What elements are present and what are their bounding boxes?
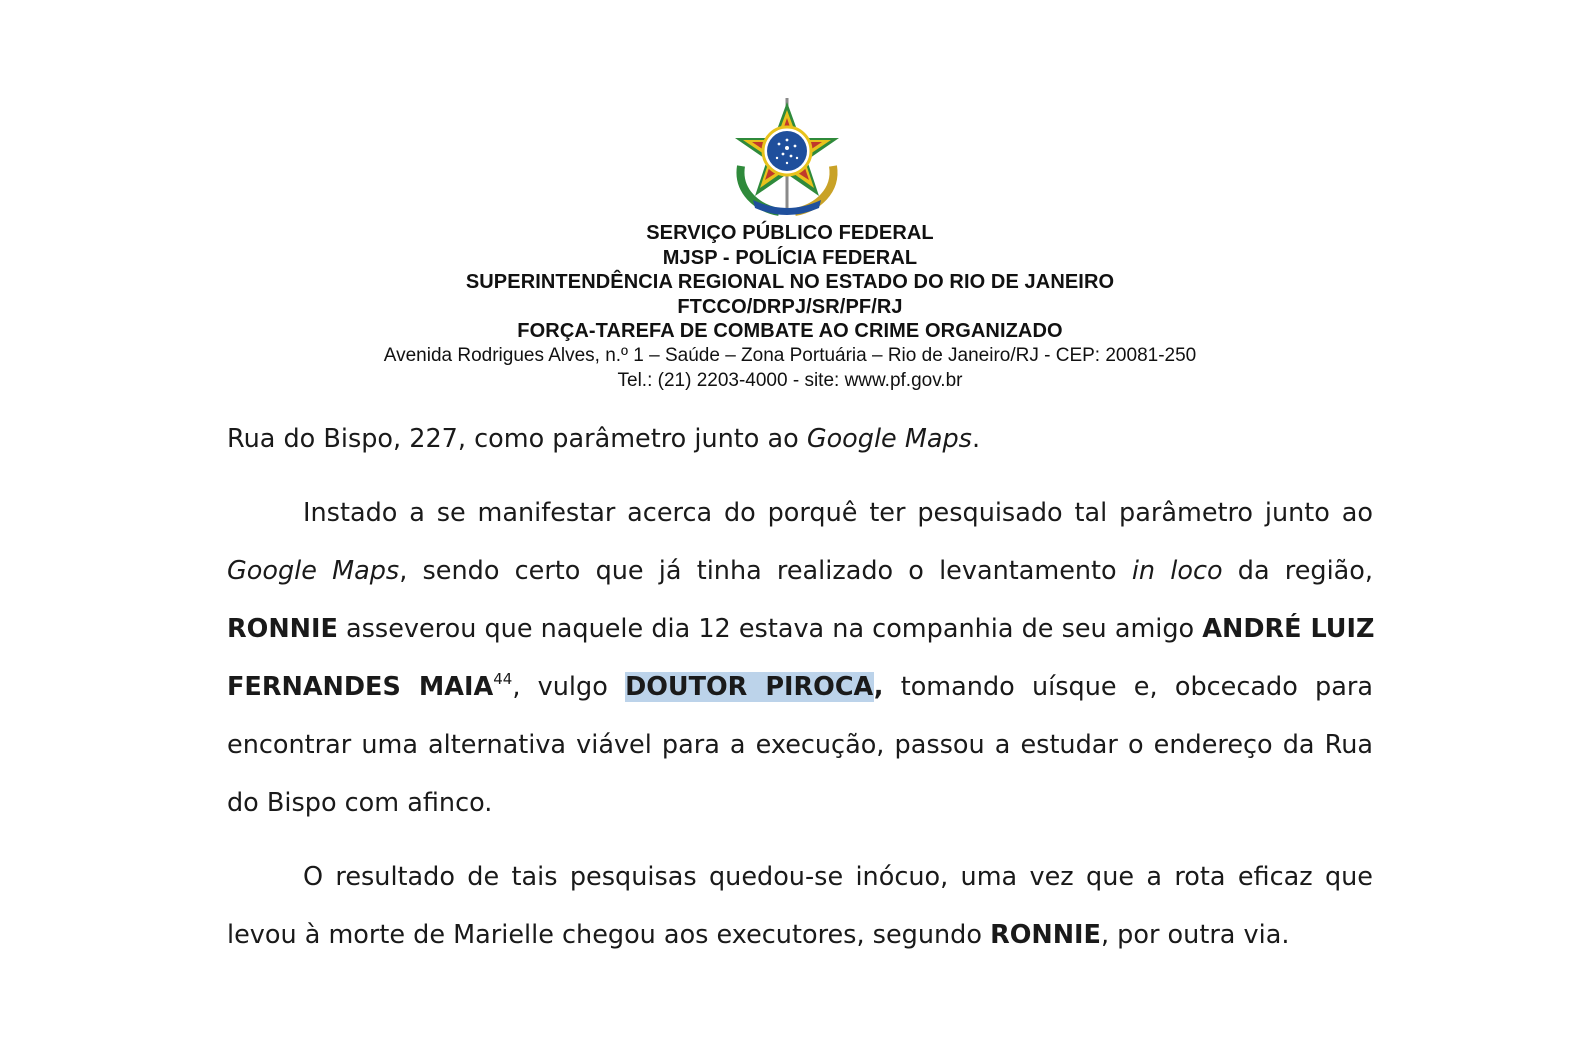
paragraph-line — [227, 788, 1373, 818]
text-run: Instado a se manifestar acerca do porquê ter pesquisado tal parâmetro junto ao — [303, 498, 1373, 528]
text-run: da região, — [1222, 556, 1373, 586]
text-run: encontrar uma alternativa viável para a execução, passou a estudar o endereço da Rua — [227, 730, 1373, 760]
footnote-reference: 44 — [493, 670, 513, 688]
name-fernandes-maia: FERNANDES MAIA — [227, 672, 494, 702]
text-run-italic: Google Maps — [227, 556, 400, 586]
letterhead-unit-code: FTCCO/DRPJ/SR/PF/RJ — [677, 295, 903, 318]
letterhead-superintendency: SUPERINTENDÊNCIA REGIONAL NO ESTADO DO RIO DE JANEIRO — [465, 271, 1115, 294]
text-run: , — [873, 672, 884, 702]
letterhead-task-force: FORÇA-TAREFA DE COMBATE AO CRIME ORGANIZADO — [517, 320, 1063, 343]
letterhead-address: Avenida Rodrigues Alves, n.º 1 – Saúde – Zona Portuária – Rio de Janeiro/RJ - CEP: 20081-250 — [383, 344, 1197, 366]
letterhead-ministry: MJSP - POLÍCIA FEDERAL — [662, 246, 918, 269]
coat-of-arms-emblem — [727, 96, 847, 220]
letterhead-service: SERVIÇO PÚBLICO FEDERAL — [646, 222, 934, 244]
letterhead-contact: Tel.: (21) 2203-4000 - site: www.pf.gov.br — [617, 369, 963, 391]
text-run: , vulgo — [512, 672, 626, 702]
text-run-italic: in loco — [1131, 556, 1223, 586]
name-andre-luiz: ANDRÉ LUIZ — [1202, 614, 1375, 644]
name-ronnie: RONNIE — [227, 614, 338, 644]
paragraph-continuation — [227, 424, 1373, 454]
text-run: , sendo certo que já tinha realizado o levantamento — [399, 556, 1132, 586]
text-run: . — [971, 424, 981, 454]
text-run: , por outra via. — [1100, 920, 1290, 950]
text-run: Rua do Bispo, 227, como parâmetro junto ao — [227, 424, 807, 454]
highlighted-nickname: DOUTOR PIROCA — [625, 672, 874, 702]
paragraph-line — [227, 730, 1373, 760]
paragraph-line — [227, 920, 1373, 950]
text-run: do Bispo com afinco. — [227, 788, 493, 818]
text-run-italic: Google Maps — [806, 424, 972, 454]
letterhead — [0, 221, 1580, 393]
name-ronnie: RONNIE — [990, 920, 1101, 950]
text-run: levou à morte de Marielle chegou aos executores, segundo — [227, 920, 991, 950]
text-run: O resultado de tais pesquisas quedou-se inócuo, uma vez que a rota eficaz que — [303, 862, 1373, 892]
text-run: asseverou que naquele dia 12 estava na companhia de seu amigo — [337, 614, 1203, 644]
paragraph-line — [227, 498, 1373, 528]
paragraph-line — [227, 614, 1373, 644]
paragraph-line — [227, 862, 1373, 892]
paragraph-line — [227, 556, 1373, 586]
text-run: tomando uísque e, obcecado para — [883, 672, 1373, 702]
paragraph-line — [227, 672, 1373, 702]
